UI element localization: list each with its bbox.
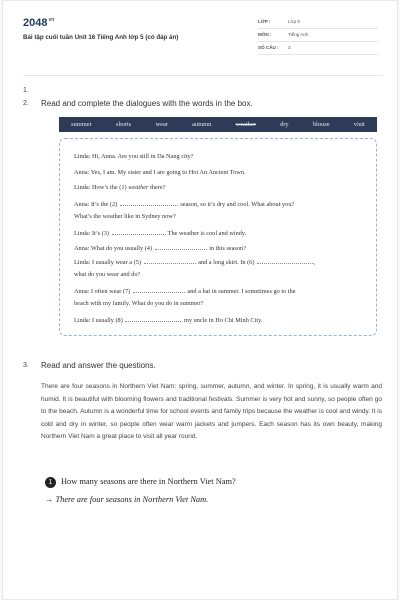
meta-question-count xyxy=(258,43,378,55)
dialogue-text: in this season? xyxy=(207,245,246,252)
question-3-number: 3. xyxy=(23,362,29,369)
answer-text: There are four seasons in Northern Viet Nam. xyxy=(55,495,209,504)
word-item: dry xyxy=(280,121,289,128)
blank-field[interactable] xyxy=(144,257,196,264)
word-box xyxy=(59,117,377,132)
dialogue-text: and a hat in summer. I sometimes go to the xyxy=(185,288,296,295)
dialogue-text: , xyxy=(314,259,316,266)
page-title: Bài tập cuối tuần Unit 16 Tiếng Anh lớp 5 (có đáp án) xyxy=(23,34,179,41)
meta-label: LỚP : xyxy=(258,19,271,24)
question-2-instruction: Read and complete the dialogues with the words in the box. xyxy=(41,99,253,108)
dialogue-line xyxy=(74,184,165,191)
dialogue-line xyxy=(74,228,246,237)
question-text: How many seasons are there in Northern Viet Nam? xyxy=(61,477,236,486)
dialogue-line: Anna: Yes, I am. My sister and I are going to Hoi An Ancient Town. xyxy=(74,169,246,176)
dialogue-text: my uncle in Ho Chi Minh City. xyxy=(182,317,263,324)
dialogue-line: what do you wear and do? xyxy=(74,271,141,278)
dialogue-line: beach with my family. What do you do in summer? xyxy=(74,300,204,307)
dialogue-line xyxy=(74,243,246,252)
meta-value: Tiếng Anh xyxy=(288,32,309,37)
dialogue-text: there? xyxy=(148,184,166,191)
dialogue-line xyxy=(74,257,316,266)
word-item: autumn xyxy=(192,121,212,128)
blank-field[interactable] xyxy=(133,286,185,293)
word-item: blouse xyxy=(312,121,330,128)
dialogue-text: Linda: It’s (3) xyxy=(74,230,111,237)
dialogue-text: Anna: I often wear (7) xyxy=(74,288,132,295)
dialogue-text: Anna: What do you usually (4) xyxy=(74,245,154,252)
dialogue-line xyxy=(74,286,296,295)
reading-passage: There are four seasons in Northern Viet Nam: spring, summer, autumn, and winter. In spring, it is usually warm and humid. It is beautiful with blooming flowers and traditional festivals. Summer is very hot and sunny, so people often go to the beach. Autumn is a wonderful time for school events and family trips because the weather is cool and windy. It is cold and dry in winter, so people often wear warm jackets and jumpers. Each season has its own beauty, making Northern Viet Nam a great place to visit all year round. xyxy=(41,383,382,440)
dialogue-line: What’s the weather like in Sydney now? xyxy=(74,213,176,220)
meta-class xyxy=(258,17,378,29)
meta-subject xyxy=(258,30,378,42)
dialogue-text: Linda: I usually (8) xyxy=(74,317,125,324)
dialogue-line: Linda: Hi, Anna. Are you still in Da Nang city? xyxy=(74,153,194,160)
worksheet-page xyxy=(2,0,398,600)
question-3-instruction: Read and answer the questions. xyxy=(41,361,156,370)
arrow-icon: → xyxy=(45,495,54,504)
blank-field[interactable] xyxy=(257,257,313,264)
blank-field[interactable] xyxy=(155,243,207,250)
dialogue-text: Linda: I usually wear a (5) xyxy=(74,259,143,266)
meta-label: SỐ CÂU : xyxy=(258,45,279,50)
word-item: summer xyxy=(71,121,92,128)
word-item: visit xyxy=(353,121,365,128)
word-item: wear xyxy=(155,121,168,128)
question-1-number: 1. xyxy=(23,87,29,94)
blank-field[interactable] xyxy=(120,199,178,206)
logo-suffix: vn xyxy=(48,17,55,23)
question-2-number: 2. xyxy=(23,100,29,107)
logo-text: 2048 xyxy=(23,17,48,29)
meta-value: 3 xyxy=(288,45,291,50)
blank-answer: weather xyxy=(128,184,149,191)
word-item: shorts xyxy=(115,121,132,128)
dialogue-text: season, so it’s dry and cool. What about you? xyxy=(178,201,295,208)
word-item-used: weather xyxy=(235,121,256,128)
sub-question xyxy=(45,477,236,488)
dialogue-line xyxy=(74,199,294,208)
question-number-badge: 1 xyxy=(45,477,56,488)
dialogue-text: and a long skirt. In (6) xyxy=(196,259,257,266)
dialogue-text: . The weather is cool and windy. xyxy=(164,230,247,237)
header-divider xyxy=(23,75,383,76)
blank-field[interactable] xyxy=(125,315,181,322)
dialogue-line xyxy=(74,315,262,324)
site-logo[interactable] xyxy=(23,17,54,29)
dialogue-text: Linda: How’s the (1) xyxy=(74,184,129,191)
blank-field[interactable] xyxy=(112,228,164,235)
dialogue-text: Anna: It’s the (2) xyxy=(74,201,119,208)
meta-label: MÔN : xyxy=(258,32,272,37)
dialogue-box xyxy=(59,138,377,336)
answer-line xyxy=(45,495,208,504)
meta-value: Lớp 5 xyxy=(288,19,300,24)
